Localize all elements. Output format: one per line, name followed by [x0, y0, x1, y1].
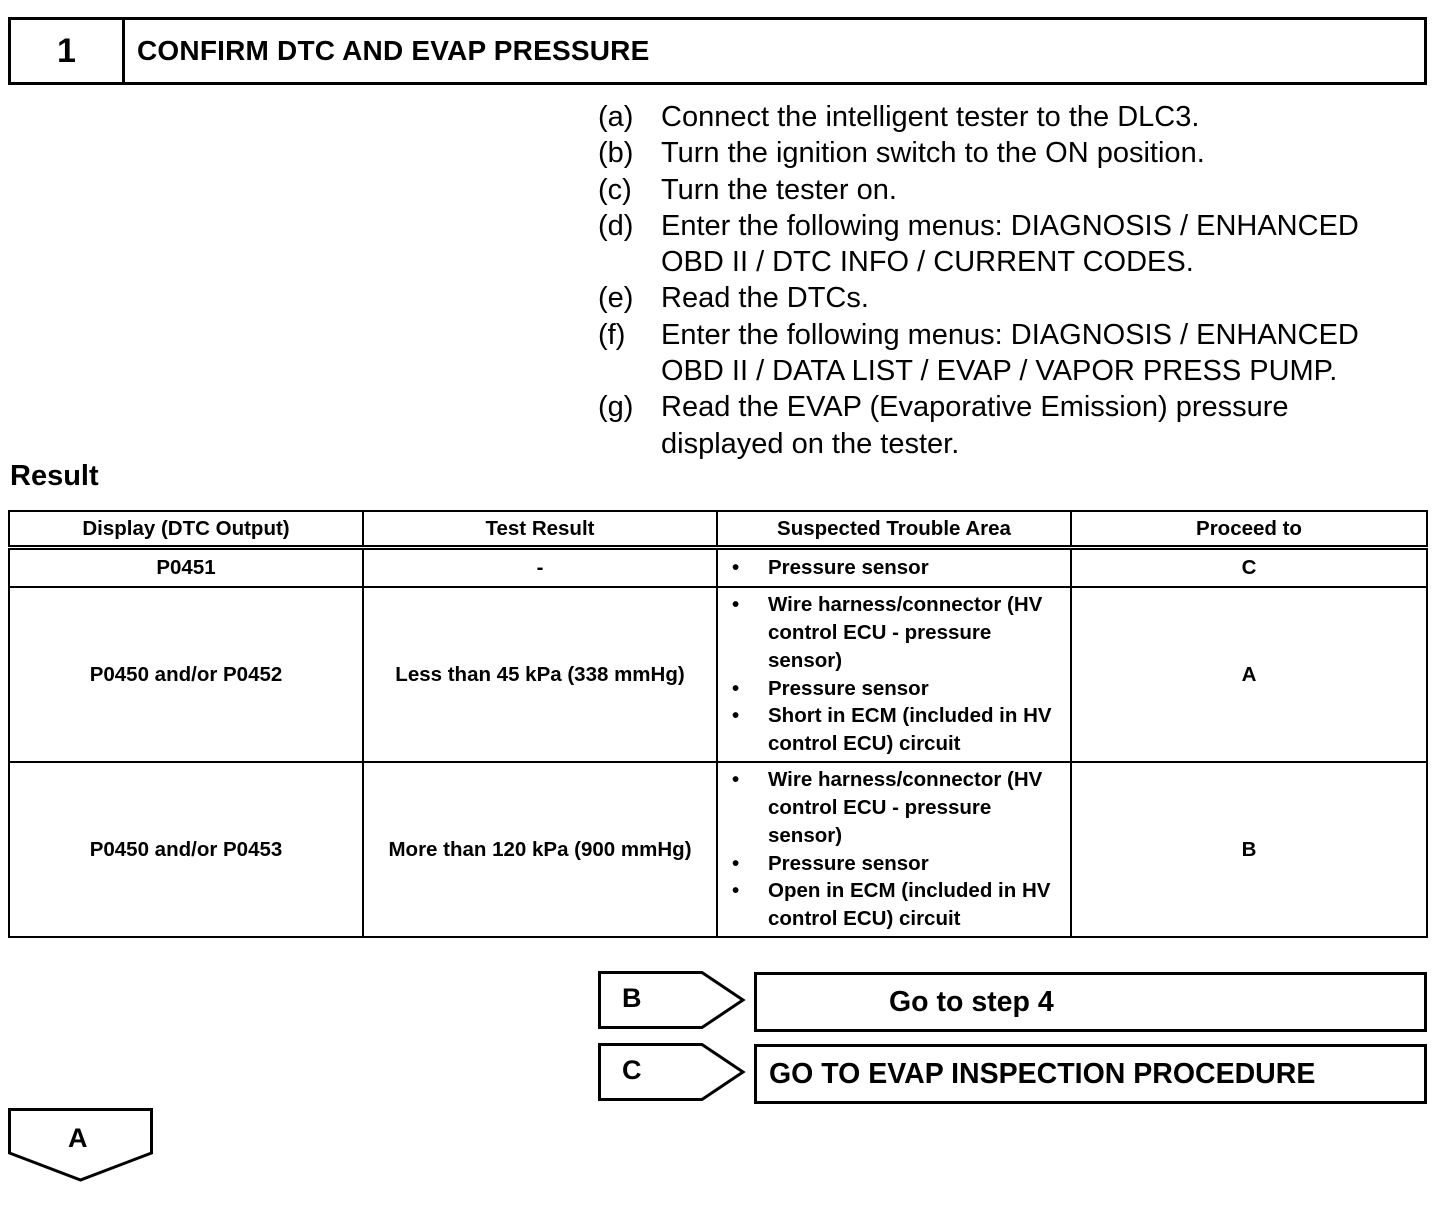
instruction-item [598, 172, 1418, 208]
instruction-text: Enter the following menus: DIAGNOSIS / ENHANCED OBD II / DTC INFO / CURRENT CODES. [661, 209, 1359, 279]
result-b-tag[interactable] [598, 971, 746, 1029]
instruction-letter: (b) [598, 137, 634, 170]
instruction-item [598, 280, 1418, 316]
instruction-letter: (f) [598, 318, 626, 351]
go-to-step-4-link[interactable]: Go to step 4 [754, 972, 1427, 1032]
column-header-trouble-area: Suspected Trouble Area [717, 511, 1071, 548]
step-header [8, 17, 1427, 85]
trouble-area-cell [717, 587, 1071, 762]
trouble-area-item: • Open in ECM (included in HV control ECU) circuit [724, 877, 1064, 933]
trouble-area-item: • Wire harness/connector (HV control ECU - pressure sensor) [724, 591, 1064, 674]
instruction-list [598, 99, 1418, 462]
result-table [8, 510, 1428, 938]
result-a-label: A [68, 1123, 88, 1153]
table-header-row [9, 511, 1427, 548]
trouble-area-cell [717, 548, 1071, 588]
instruction-text: Turn the tester on. [661, 173, 897, 206]
test-result-cell: Less than 45 kPa (338 mmHg) [363, 587, 717, 762]
instruction-letter: (d) [598, 209, 634, 242]
instruction-text: Read the EVAP (Evaporative Emission) pressure displayed on the tester. [661, 391, 1289, 460]
result-heading: Result [10, 460, 99, 492]
instruction-text: Enter the following menus: DIAGNOSIS / ENHANCED OBD II / DATA LIST / EVAP / VAPOR PRESS PUMP. [661, 318, 1359, 388]
evap-inspection-link[interactable]: GO TO EVAP INSPECTION PROCEDURE [754, 1044, 1427, 1104]
dtc-cell: P0451 [9, 548, 363, 588]
table-row [9, 587, 1427, 762]
column-header-proceed: Proceed to [1071, 511, 1427, 548]
column-header-dtc: Display (DTC Output) [9, 511, 363, 548]
instruction-text: Turn the ignition switch to the ON position. [661, 137, 1205, 170]
trouble-area-item: • Pressure sensor [724, 554, 1064, 582]
result-a-tag[interactable] [8, 1108, 153, 1183]
trouble-area-cell [717, 762, 1071, 937]
instruction-item [598, 317, 1418, 390]
instruction-letter: (g) [598, 391, 634, 424]
proceed-cell: C [1071, 548, 1427, 588]
instruction-item [598, 135, 1418, 171]
result-c-label: C [622, 1055, 642, 1085]
instruction-item [598, 389, 1418, 462]
proceed-cell: A [1071, 587, 1427, 762]
result-c-tag[interactable] [598, 1043, 746, 1101]
instruction-letter: (e) [598, 282, 634, 315]
step-number: 1 [11, 20, 125, 82]
trouble-area-item: • Wire harness/connector (HV control ECU - pressure sensor) [724, 766, 1064, 849]
proceed-cell: B [1071, 762, 1427, 937]
instruction-item [598, 99, 1418, 135]
column-header-test-result: Test Result [363, 511, 717, 548]
result-b-label: B [622, 983, 642, 1013]
instruction-text: Connect the intelligent tester to the DLC3. [661, 101, 1200, 133]
instruction-item [598, 208, 1418, 281]
instruction-letter: (c) [598, 173, 632, 206]
trouble-area-item: • Short in ECM (included in HV control ECU) circuit [724, 702, 1064, 758]
test-result-cell: - [363, 548, 717, 588]
table-row [9, 762, 1427, 937]
step-title: CONFIRM DTC AND EVAP PRESSURE [137, 35, 650, 66]
table-row [9, 548, 1427, 588]
trouble-area-item: • Pressure sensor [724, 675, 1064, 703]
dtc-cell: P0450 and/or P0452 [9, 587, 363, 762]
instruction-letter: (a) [598, 101, 634, 133]
dtc-cell: P0450 and/or P0453 [9, 762, 363, 937]
instruction-text: Read the DTCs. [661, 282, 869, 315]
arrow-right-tag-icon [598, 1043, 746, 1101]
arrow-right-tag-icon [598, 971, 746, 1029]
test-result-cell: More than 120 kPa (900 mmHg) [363, 762, 717, 937]
trouble-area-item: • Pressure sensor [724, 850, 1064, 878]
